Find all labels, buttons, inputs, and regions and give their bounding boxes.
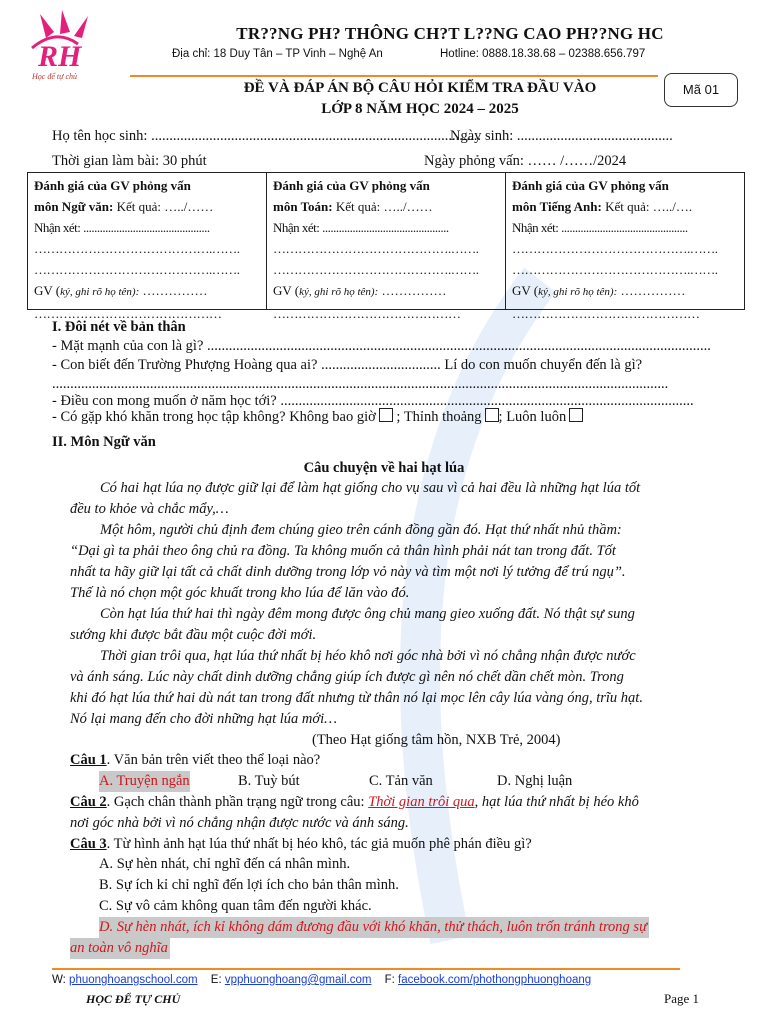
question-referral-text: - Con biết đến Trường Phượng Hoàng qua ai? .................................	[52, 357, 441, 373]
story-paragraph: đều to khỏe và chắc mẩy,…	[70, 501, 229, 517]
logo-tagline: Học để tự chủ	[32, 72, 78, 81]
student-name-field: Họ tên học sinh: ...........................................................................................	[52, 128, 481, 144]
eval-head: Đánh giá của GV phỏng vấn	[512, 178, 669, 193]
question-2-answer: Thời gian trôi qua	[368, 794, 475, 810]
email-link[interactable]: vpphuonghoang@gmail.com	[224, 974, 372, 986]
section-1-title: I. Đôi nét về bản thân	[52, 319, 186, 335]
question-2-sentence: , hạt lúa thứ nhất bị héo khô	[474, 794, 639, 810]
eval-signature-line: ………………………………………	[273, 306, 461, 321]
logo-emblem	[26, 8, 116, 82]
story-paragraph: nhất ta hãy giữ lại tất cả chất dinh dưỡng trong lớp vỏ này và tìm một nơi lý tưởng để trú ngụ”.	[70, 564, 626, 580]
page-number: Page 1	[664, 991, 700, 1006]
eval-gv-dots: ……………	[378, 283, 447, 298]
school-logo	[26, 8, 116, 82]
eval-gv: GV (	[34, 283, 61, 298]
eval-gv-note: ký, ghi rõ họ tên):	[60, 286, 140, 298]
school-hotline: Hotline: 0888.18.38.68 – 02388.656.797	[440, 48, 646, 60]
eval-result: Kết quả: …../……	[332, 199, 433, 214]
website-label: W:	[52, 974, 70, 986]
story-paragraph: khi đó hạt lúa thứ hai dù nát tan trong đất nhưng từ thân nó lại mọc lên cây lúa vàng óng, trĩu hạt.	[70, 690, 643, 706]
eval-dots: …………………………………….…….	[273, 241, 479, 256]
eval-dots: …………………………………….…….	[512, 241, 718, 256]
question-3-text: . Từ hình ảnh hạt lúa thứ nhất bị héo khô, tác giả muốn phê phán điều gì?	[106, 836, 532, 852]
story-paragraph: Có hai hạt lúa nọ được giữ lại để làm hạt giống cho vụ sau vì cả hai đều là những hạt lúa tốt	[100, 480, 641, 496]
exam-title: ĐỀ VÀ ĐÁP ÁN BỘ CÂU HỎI KIỂM TRA ĐẦU VÀO	[243, 80, 597, 96]
eval-result: Kết quả: …../….	[601, 199, 693, 214]
checkbox-never[interactable]	[379, 408, 393, 422]
school-name: TR??NG PH? THÔNG CH?T L??NG CAO PH??NG HC	[236, 24, 664, 43]
q3-option-a: A. Sự hèn nhát, chỉ nghĩ đến cá nhân mình.	[99, 856, 351, 872]
email-label: E:	[210, 974, 225, 986]
eval-comment: Nhận xét: ..............................................	[273, 220, 449, 235]
interview-date: Ngày phỏng vấn: …… /……/2024	[424, 153, 627, 169]
eval-cell-english	[506, 173, 744, 321]
answer-option-a-correct: A. Truyện ngắn	[99, 771, 190, 792]
story-paragraph: Thời gian trôi qua, hạt lúa thứ nhất bị héo khô nơi góc nhà bởi vì nó chẳng nhận được nước	[100, 648, 636, 664]
footer-divider	[52, 968, 680, 970]
eval-subject: môn Tiếng Anh:	[512, 199, 602, 214]
time-label: Thời gian làm bài: 30 phút	[52, 153, 207, 169]
eval-gv-note: ký, ghi rõ họ tên):	[538, 286, 618, 298]
answer-option-d: D. Nghị luận	[497, 773, 573, 789]
section-2-title: II. Môn Ngữ văn	[52, 434, 156, 450]
logo-letters: RH	[38, 40, 82, 73]
eval-head: Đánh giá của GV phỏng vấn	[273, 178, 430, 193]
story-paragraph: Nó lại mang đến cho đời những hạt lúa mới…	[70, 711, 338, 727]
eval-subject: môn Toán:	[273, 199, 333, 214]
story-source: (Theo Hạt giống tâm hồn, NXB Trẻ, 2004)	[312, 732, 561, 748]
q3-option-b: B. Sự ích kỉ chỉ nghĩ đến lợi ích cho bản thân mình.	[99, 877, 399, 893]
story-paragraph: Một hôm, người chủ định đem chúng gieo trên cánh đồng gần đó. Hạt thứ nhất nhủ thầm:	[100, 522, 622, 538]
eval-head: Đánh giá của GV phỏng vấn	[34, 178, 191, 193]
eval-gv-note: ký, ghi rõ họ tên):	[299, 286, 379, 298]
checkbox-always[interactable]	[569, 408, 583, 422]
question-3	[70, 834, 532, 855]
eval-comment: Nhận xét: ..............................................	[512, 220, 688, 235]
eval-gv: GV (	[273, 283, 300, 298]
story-paragraph: Còn hạt lúa thứ hai thì ngày đêm mong được ông chủ mang gieo xuống đất. Nó thật sự sung	[100, 606, 635, 622]
facebook-link[interactable]: facebook.com/phothongphuonghoang	[398, 974, 592, 986]
eval-signature-line: ………………………………………	[512, 306, 700, 321]
question-strength: - Mặt mạnh của con là gì? ...........................................................................................................................................	[52, 338, 711, 354]
eval-subject: môn Ngữ văn:	[34, 199, 114, 214]
difficulty-option-always: ; Luôn luôn	[498, 409, 567, 425]
evaluation-table	[27, 172, 745, 321]
header-divider	[130, 75, 658, 77]
question-reason-text: Lí do con muốn chuyển đến là gì?	[440, 357, 643, 373]
difficulty-option-sometimes: ; Thỉnh thoảng	[396, 409, 482, 425]
eval-comment: Nhận xét: ..............................................	[34, 220, 210, 235]
facebook-label: F:	[384, 974, 399, 986]
website-link[interactable]: phuonghoangschool.com	[69, 974, 198, 986]
question-1	[70, 750, 320, 771]
story-paragraph: sướng khi được bắt đầu một cuộc đời mới.	[70, 627, 317, 643]
eval-dots: …………………………………….…….	[512, 262, 718, 277]
story-paragraph: và ánh sáng. Lúc này chất dinh dưỡng chẳng giúp ích được gì nên nó chết dần chết mòn. Trong	[70, 669, 624, 685]
question-2-text: . Gạch chân thành phần trạng ngữ trong câu:	[106, 794, 369, 810]
exam-subtitle: LỚP 8 NĂM HỌC 2024 – 2025	[321, 101, 519, 117]
story-title: Câu chuyện về hai hạt lúa	[303, 460, 465, 476]
exam-code-badge: Mã 01	[664, 73, 738, 107]
q3-option-d-correct: D. Sự hèn nhát, ích kỉ không dám đương đầu với khó khăn, thử thách, luôn trốn tránh trong sự	[99, 917, 649, 938]
question-1-label: Câu 1	[70, 752, 107, 768]
eval-gv: GV (	[512, 283, 539, 298]
answer-dots-line: ..........................................................................................................................................................................	[52, 376, 669, 392]
footer-slogan: HỌC ĐỂ TỰ CHỦ	[86, 992, 181, 1006]
answer-option-b: B. Tuỳ bút	[238, 773, 300, 789]
story-paragraph: Thế là nó chọn một góc khuất trong kho lúa để lăn vào đó.	[70, 585, 410, 601]
question-wish: - Điều con mong muốn ở năm học tới? ..................................................................................................................	[52, 393, 694, 409]
question-difficulty	[52, 407, 583, 428]
story-paragraph: “Dại gì ta phải theo ông chủ ra đồng. Ta không muốn cả thân hình phải nát tan trong đất. Tốt	[70, 543, 616, 559]
question-2	[70, 792, 639, 813]
footer-contacts	[52, 974, 591, 986]
q3-option-d-correct-cont: an toàn vô nghĩa	[70, 938, 170, 959]
eval-dots: …………………………………….…….	[34, 262, 240, 277]
difficulty-text: - Có gặp khó khăn trong học tập không? Không bao giờ	[52, 409, 376, 425]
q3-option-c: C. Sự vô cảm không quan tâm đến người khác.	[99, 898, 372, 914]
eval-gv-dots: ……………	[617, 283, 686, 298]
answer-option-c: C. Tản văn	[369, 773, 433, 789]
question-3-label: Câu 3	[70, 836, 107, 852]
question-2-label: Câu 2	[70, 794, 107, 810]
eval-dots: …………………………………….…….	[273, 262, 479, 277]
question-2-sentence-cont: nơi góc nhà bởi vì nó chẳng nhận được nước và ánh sáng.	[70, 815, 409, 831]
eval-signature-line: ………………………………………	[34, 306, 222, 321]
eval-dots: …………………………………….…….	[34, 241, 240, 256]
eval-gv-dots: ……………	[139, 283, 208, 298]
eval-cell-literature	[28, 173, 267, 321]
eval-result: Kết quả: …../……	[113, 199, 214, 214]
school-address: Địa chỉ: 18 Duy Tân – TP Vinh – Nghệ An	[172, 48, 383, 60]
question-1-text: . Văn bản trên viết theo thể loại nào?	[106, 752, 321, 768]
dob-field: Ngày sinh: ...........................................	[450, 128, 673, 144]
eval-cell-math	[267, 173, 506, 321]
question-referral	[52, 355, 642, 376]
checkbox-sometimes[interactable]	[485, 408, 499, 422]
